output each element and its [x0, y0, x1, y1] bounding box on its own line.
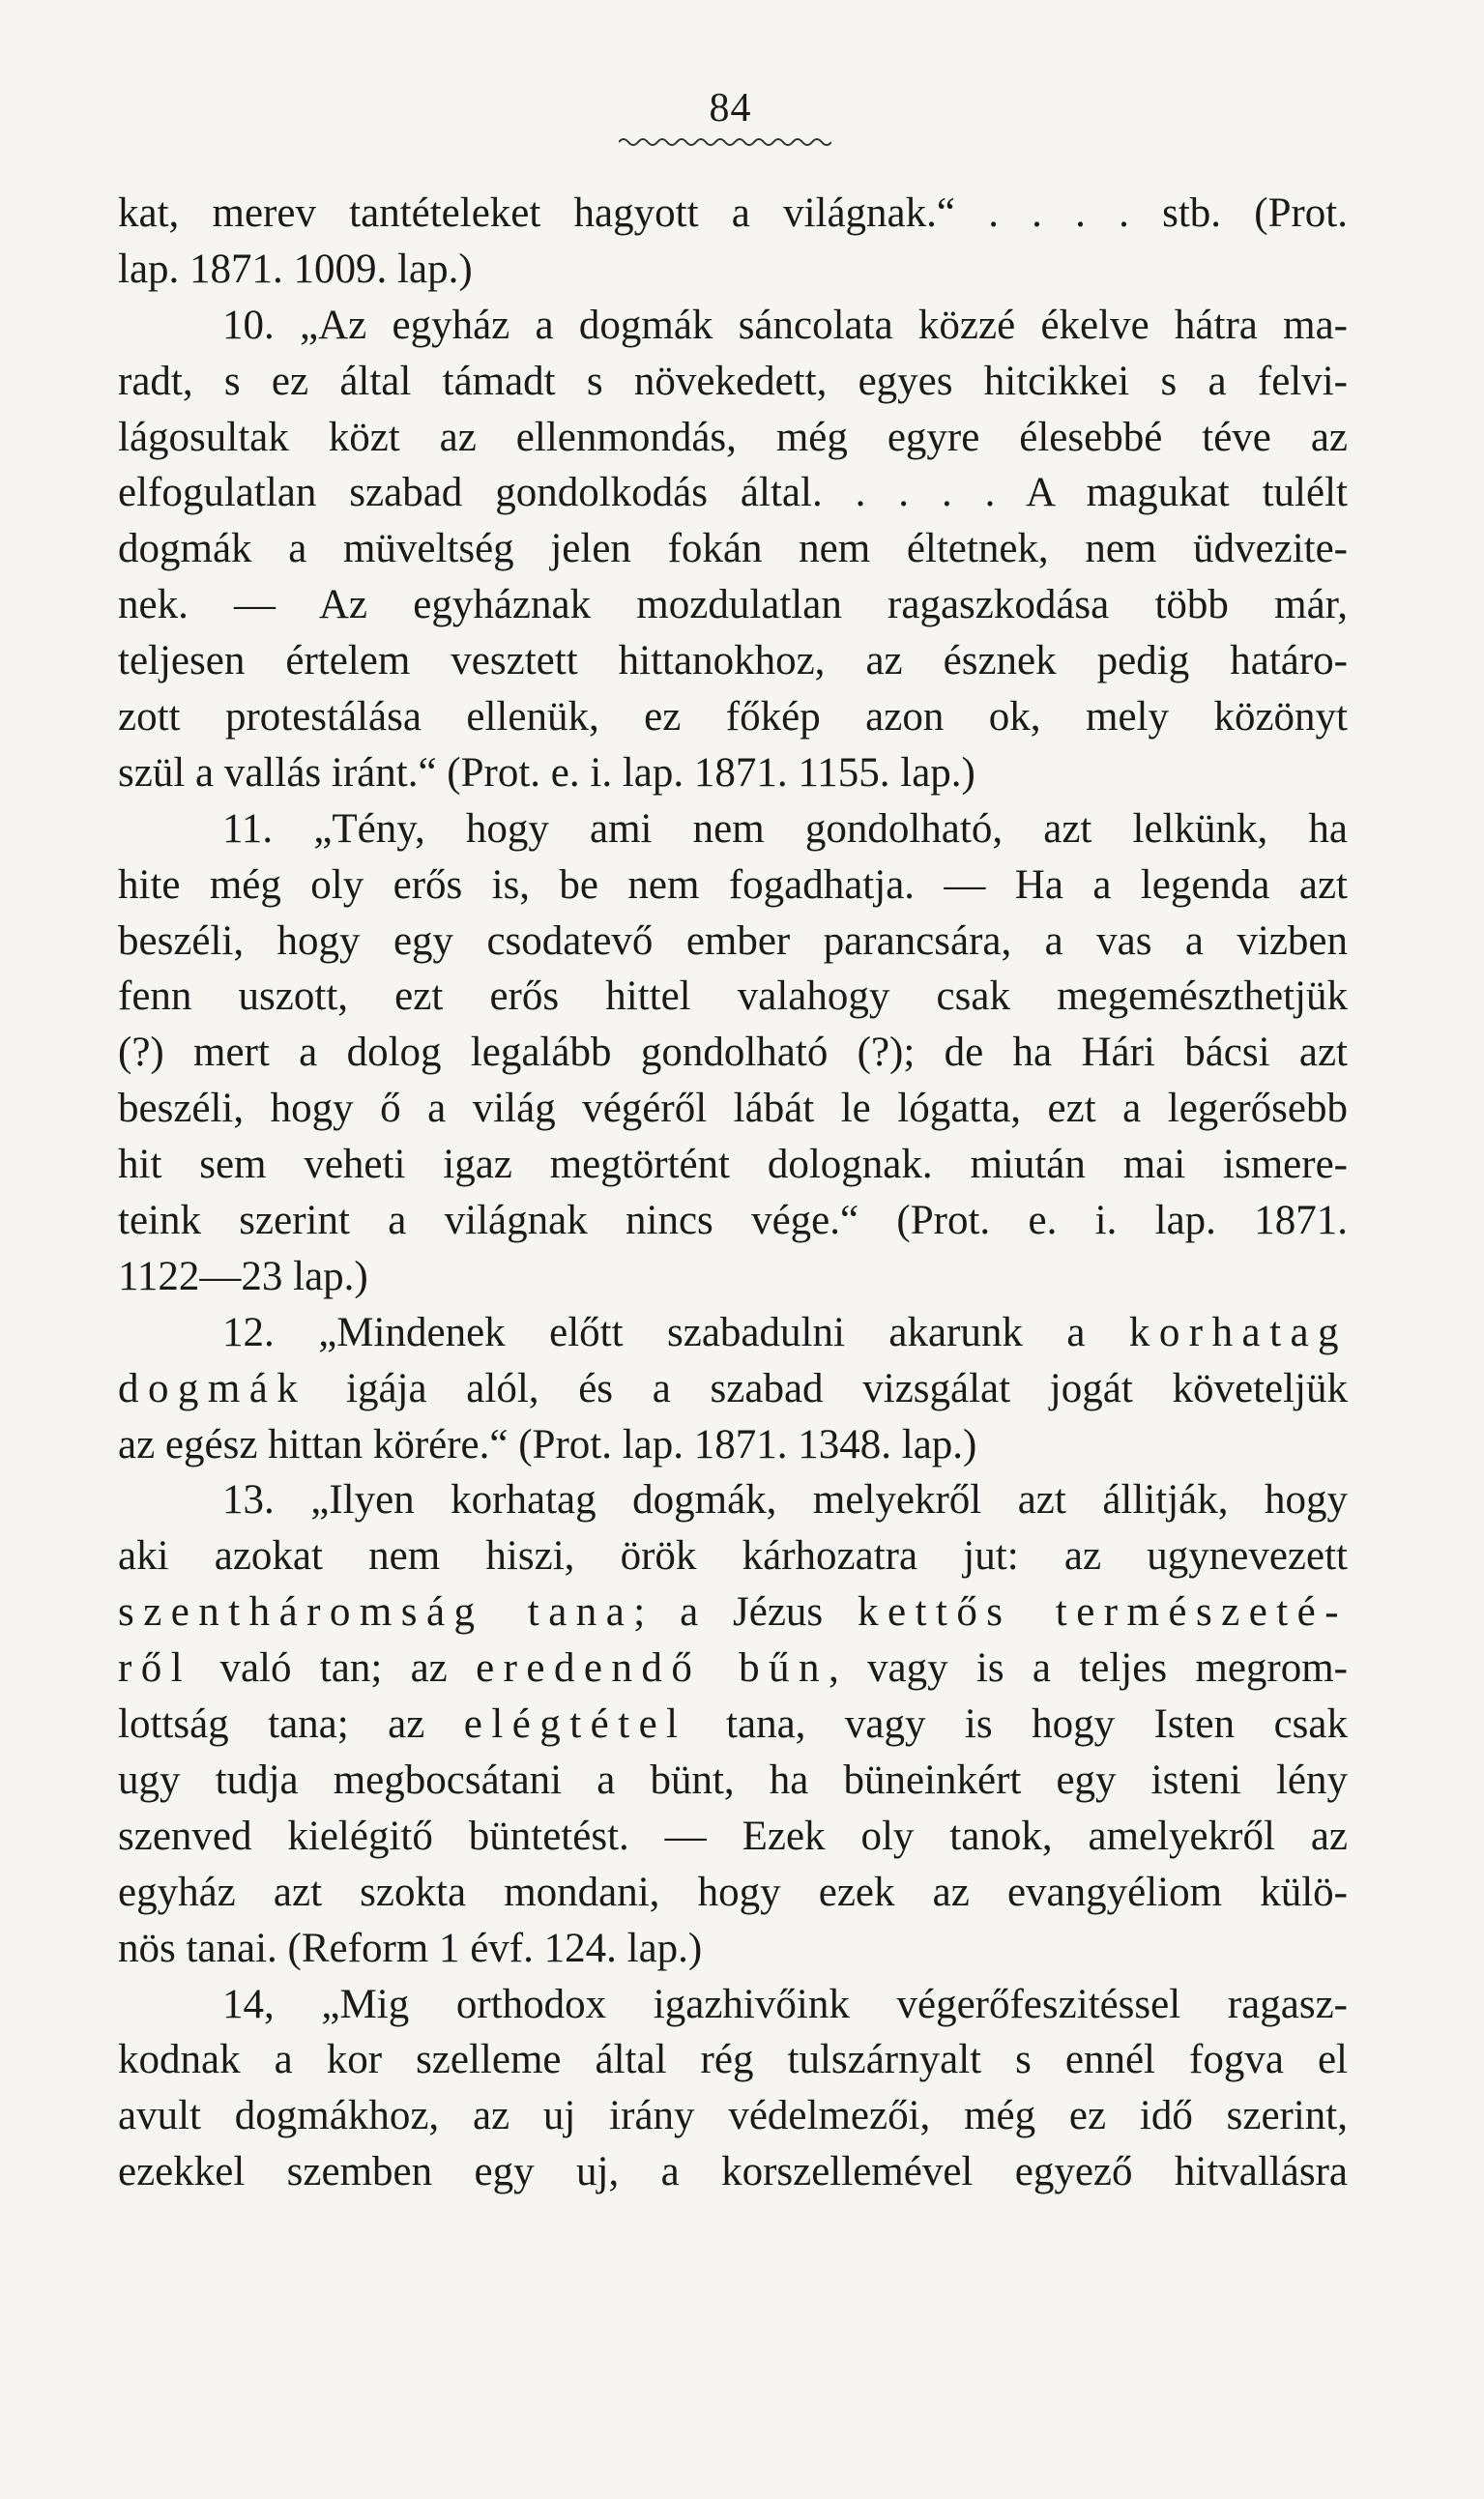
- emphasized-text: elégtétel: [463, 1701, 687, 1748]
- text-line: [118, 1584, 1348, 1641]
- text-line: lágosultak közt az ellenmondás, még egyre élesebbé téve az: [118, 414, 1348, 460]
- text-segment: tana, vagy is hogy Isten csak: [686, 1701, 1348, 1748]
- text-line: kat, merev tantételeket hagyott a világnak.“ . . . . stb. (Prot.: [118, 190, 1348, 236]
- text-line: 11. „Tény, hogy ami nem gondolható, azt lelkünk, ha: [222, 805, 1348, 852]
- text-segment: , vagy is a teljes megrom-: [828, 1645, 1348, 1692]
- wavy-rule-ornament: [619, 135, 831, 149]
- text-line: szül a vallás iránt.“ (Prot. e. i. lap. 1871. 1155. lap.): [118, 749, 975, 796]
- text-line: lap. 1871. 1009. lap.): [118, 246, 473, 292]
- text-line: radt, s ez által támadt s növekedett, egyes hitcikkei s a felvi-: [118, 358, 1348, 404]
- emphasized-text: korhatag: [1128, 1309, 1348, 1355]
- page-number: 84: [709, 86, 752, 131]
- text-line: elfogulatlan szabad gondolkodás által. . . . . A magukat tulélt: [118, 470, 1348, 516]
- text-line: 1122—23 lap.): [118, 1253, 368, 1299]
- text-line: hit sem veheti igaz megtörtént dolognak. miután mai ismere-: [118, 1142, 1348, 1188]
- text-line: [118, 1305, 1348, 1361]
- text-line: teink szerint a világnak nincs vége.“ (Prot. e. i. lap. 1871.: [118, 1198, 1348, 1244]
- text-segment: igája alól, és a szabad vizsgálat jogát követeljük: [306, 1365, 1348, 1411]
- text-segment: Jézus: [733, 1589, 824, 1636]
- text-line: 14, „Mig orthodox igazhivőink végerőfeszitéssel ragasz-: [222, 1981, 1348, 2027]
- emphasized-text: eredendő bűn: [476, 1645, 829, 1692]
- text-line: nös tanai. (Reform 1 évf. 124. lap.): [118, 1925, 703, 1971]
- text-segment: való tan; az: [191, 1645, 477, 1692]
- emphasized-text: szentháromság tana: [118, 1589, 634, 1636]
- text-line: nek. — Az egyháznak mozdulatlan ragaszkodása több már,: [118, 582, 1348, 628]
- text-line: 13. „Ilyen korhatag dogmák, melyekről azt állitják, hogy: [222, 1477, 1348, 1524]
- emphasized-text: ről: [118, 1645, 192, 1692]
- text-line: szenved kielégitő büntetést. — Ezek oly tanok, amelyekről az: [118, 1813, 1348, 1859]
- text-line: ezekkel szemben egy uj, a korszellemével egyező hitvallásra: [118, 2149, 1348, 2195]
- text-line: ugy tudja megbocsátani a bünt, ha büneinkért egy isteni lény: [118, 1757, 1348, 1803]
- text-line: beszéli, hogy ő a világ végéről lábát le lógatta, ezt a legerősebb: [118, 1086, 1348, 1132]
- text-line: fenn uszott, ezt erős hittel valahogy csak megemészthetjük: [118, 973, 1348, 1020]
- text-line: [118, 1361, 1348, 1417]
- text-line: hite még oly erős is, be nem fogadhatja. — Ha a legenda azt: [118, 861, 1348, 908]
- text-segment: 12. „Mindenek előtt szabadulni akarunk a: [222, 1309, 1129, 1355]
- text-line: teljesen értelem vesztett hittanokhoz, az észnek pedig határo-: [118, 638, 1348, 684]
- body-text: [118, 186, 1348, 2200]
- text-segment: [823, 1589, 858, 1635]
- text-line: 10. „Az egyház a dogmák sáncolata közzé ékelve hátra ma-: [222, 302, 1348, 348]
- emphasized-text: kettős természeté-: [858, 1589, 1348, 1636]
- text-line: [118, 1697, 1348, 1753]
- text-segment: lottság tana; az: [118, 1701, 464, 1748]
- text-segment: ; a: [633, 1589, 734, 1636]
- text-line: avult dogmákhoz, az uj irány védelmezői, még ez idő szerint,: [118, 2093, 1348, 2139]
- text-line: egyház azt szokta mondani, hogy ezek az evangyéliom külö-: [118, 1869, 1348, 1915]
- text-line: beszéli, hogy egy csodatevő ember parancsára, a vas a vizben: [118, 917, 1348, 964]
- text-line: kodnak a kor szelleme által rég tulszárnyalt s ennél fogva el: [118, 2037, 1348, 2083]
- text-line: [118, 1641, 1348, 1697]
- page-header: [0, 85, 1484, 131]
- emphasized-text: dogmák: [118, 1365, 307, 1411]
- text-line: dogmák a müveltség jelen fokán nem éltetnek, nem üdvezite-: [118, 526, 1348, 572]
- text-line: aki azokat nem hiszi, örök kárhozatra jut: az ugynevezett: [118, 1533, 1348, 1580]
- text-line: zott protestálása ellenük, ez főkép azon ok, mely közönyt: [118, 694, 1348, 741]
- text-line: az egész hittan körére.“ (Prot. lap. 1871. 1348. lap.): [118, 1421, 977, 1467]
- text-line: (?) mert a dolog legalább gondolható (?); de ha Hári bácsi azt: [118, 1030, 1348, 1076]
